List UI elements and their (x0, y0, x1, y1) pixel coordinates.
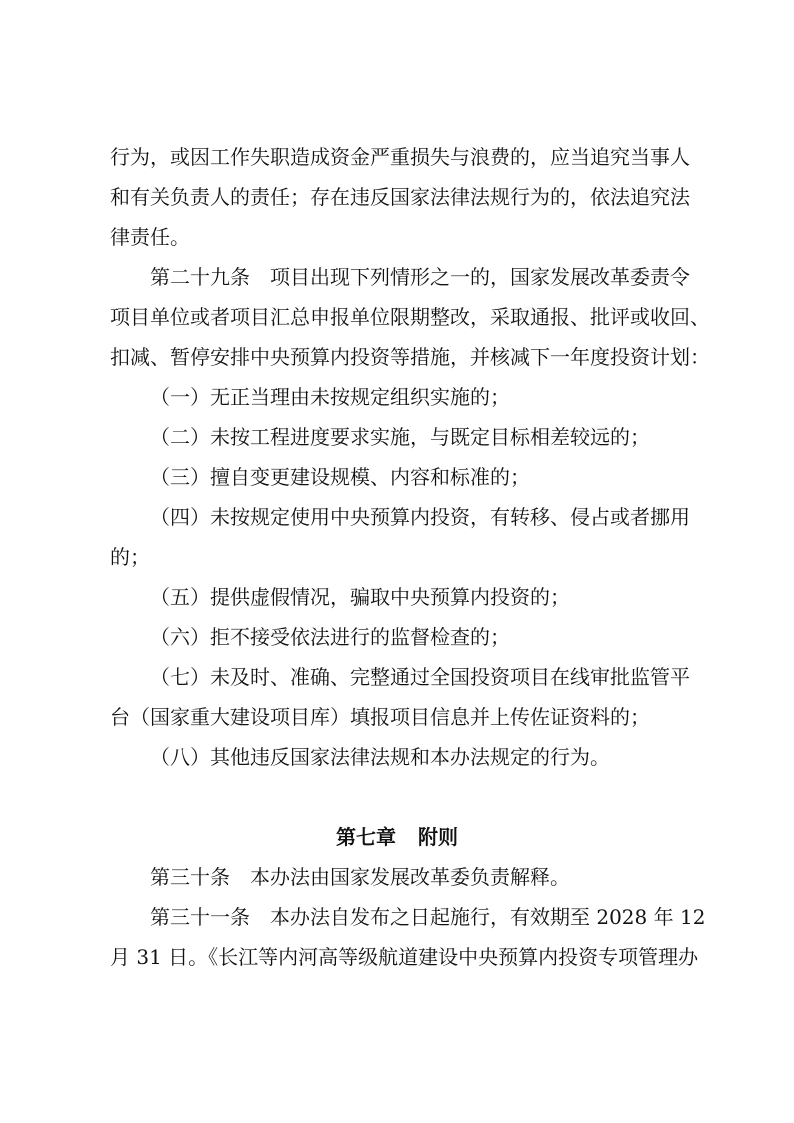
list-item-7-continued: 台（国家重大建设项目库）填报项目信息并上传佐证资料的； (110, 705, 650, 729)
article-31-line: 第三十一条 本办法自发布之日起施行，有效期至 2028 年 12 (150, 905, 706, 929)
article-29-line: 项目单位或者项目汇总申报单位限期整改，采取通报、批评或收回、 (110, 305, 710, 329)
list-item-1: （一）无正当理由未按规定组织实施的； (150, 385, 510, 409)
paragraph-line: 律责任。 (110, 225, 190, 249)
chapter-heading (0, 823, 794, 851)
list-item-7: （七）未及时、准确、完整通过全国投资项目在线审批监管平 (150, 665, 690, 689)
list-item-4-continued: 的； (110, 545, 150, 569)
paragraph-line: 和有关负责人的责任；存在违反国家法律法规行为的，依法追究法 (110, 185, 690, 209)
list-item-2: （二）未按工程进度要求实施，与既定目标相差较远的； (150, 425, 650, 449)
list-item-8: （八）其他违反国家法律法规和本办法规定的行为。 (150, 745, 610, 769)
chapter-number: 第七章 (336, 825, 396, 849)
list-item-3: （三）擅自变更建设规模、内容和标准的； (150, 465, 530, 489)
article-29-line: 扣减、暂停安排中央预算内投资等措施，并核减下一年度投资计划： (110, 345, 710, 369)
list-item-5: （五）提供虚假情况，骗取中央预算内投资的； (150, 585, 570, 609)
paragraph-line: 行为，或因工作失职造成资金严重损失与浪费的，应当追究当事人 (110, 145, 690, 169)
list-item-4: （四）未按规定使用中央预算内投资，有转移、侵占或者挪用 (150, 505, 690, 529)
article-29-line: 第二十九条 项目出现下列情形之一的，国家发展改革委责令 (150, 265, 690, 289)
article-30: 第三十条 本办法由国家发展改革委负责解释。 (150, 865, 570, 889)
article-31-line: 月 31 日。《长江等内河高等级航道建设中央预算内投资专项管理办 (110, 945, 699, 969)
list-item-6: （六）拒不接受依法进行的监督检查的； (150, 625, 510, 649)
chapter-title: 附则 (418, 825, 458, 849)
